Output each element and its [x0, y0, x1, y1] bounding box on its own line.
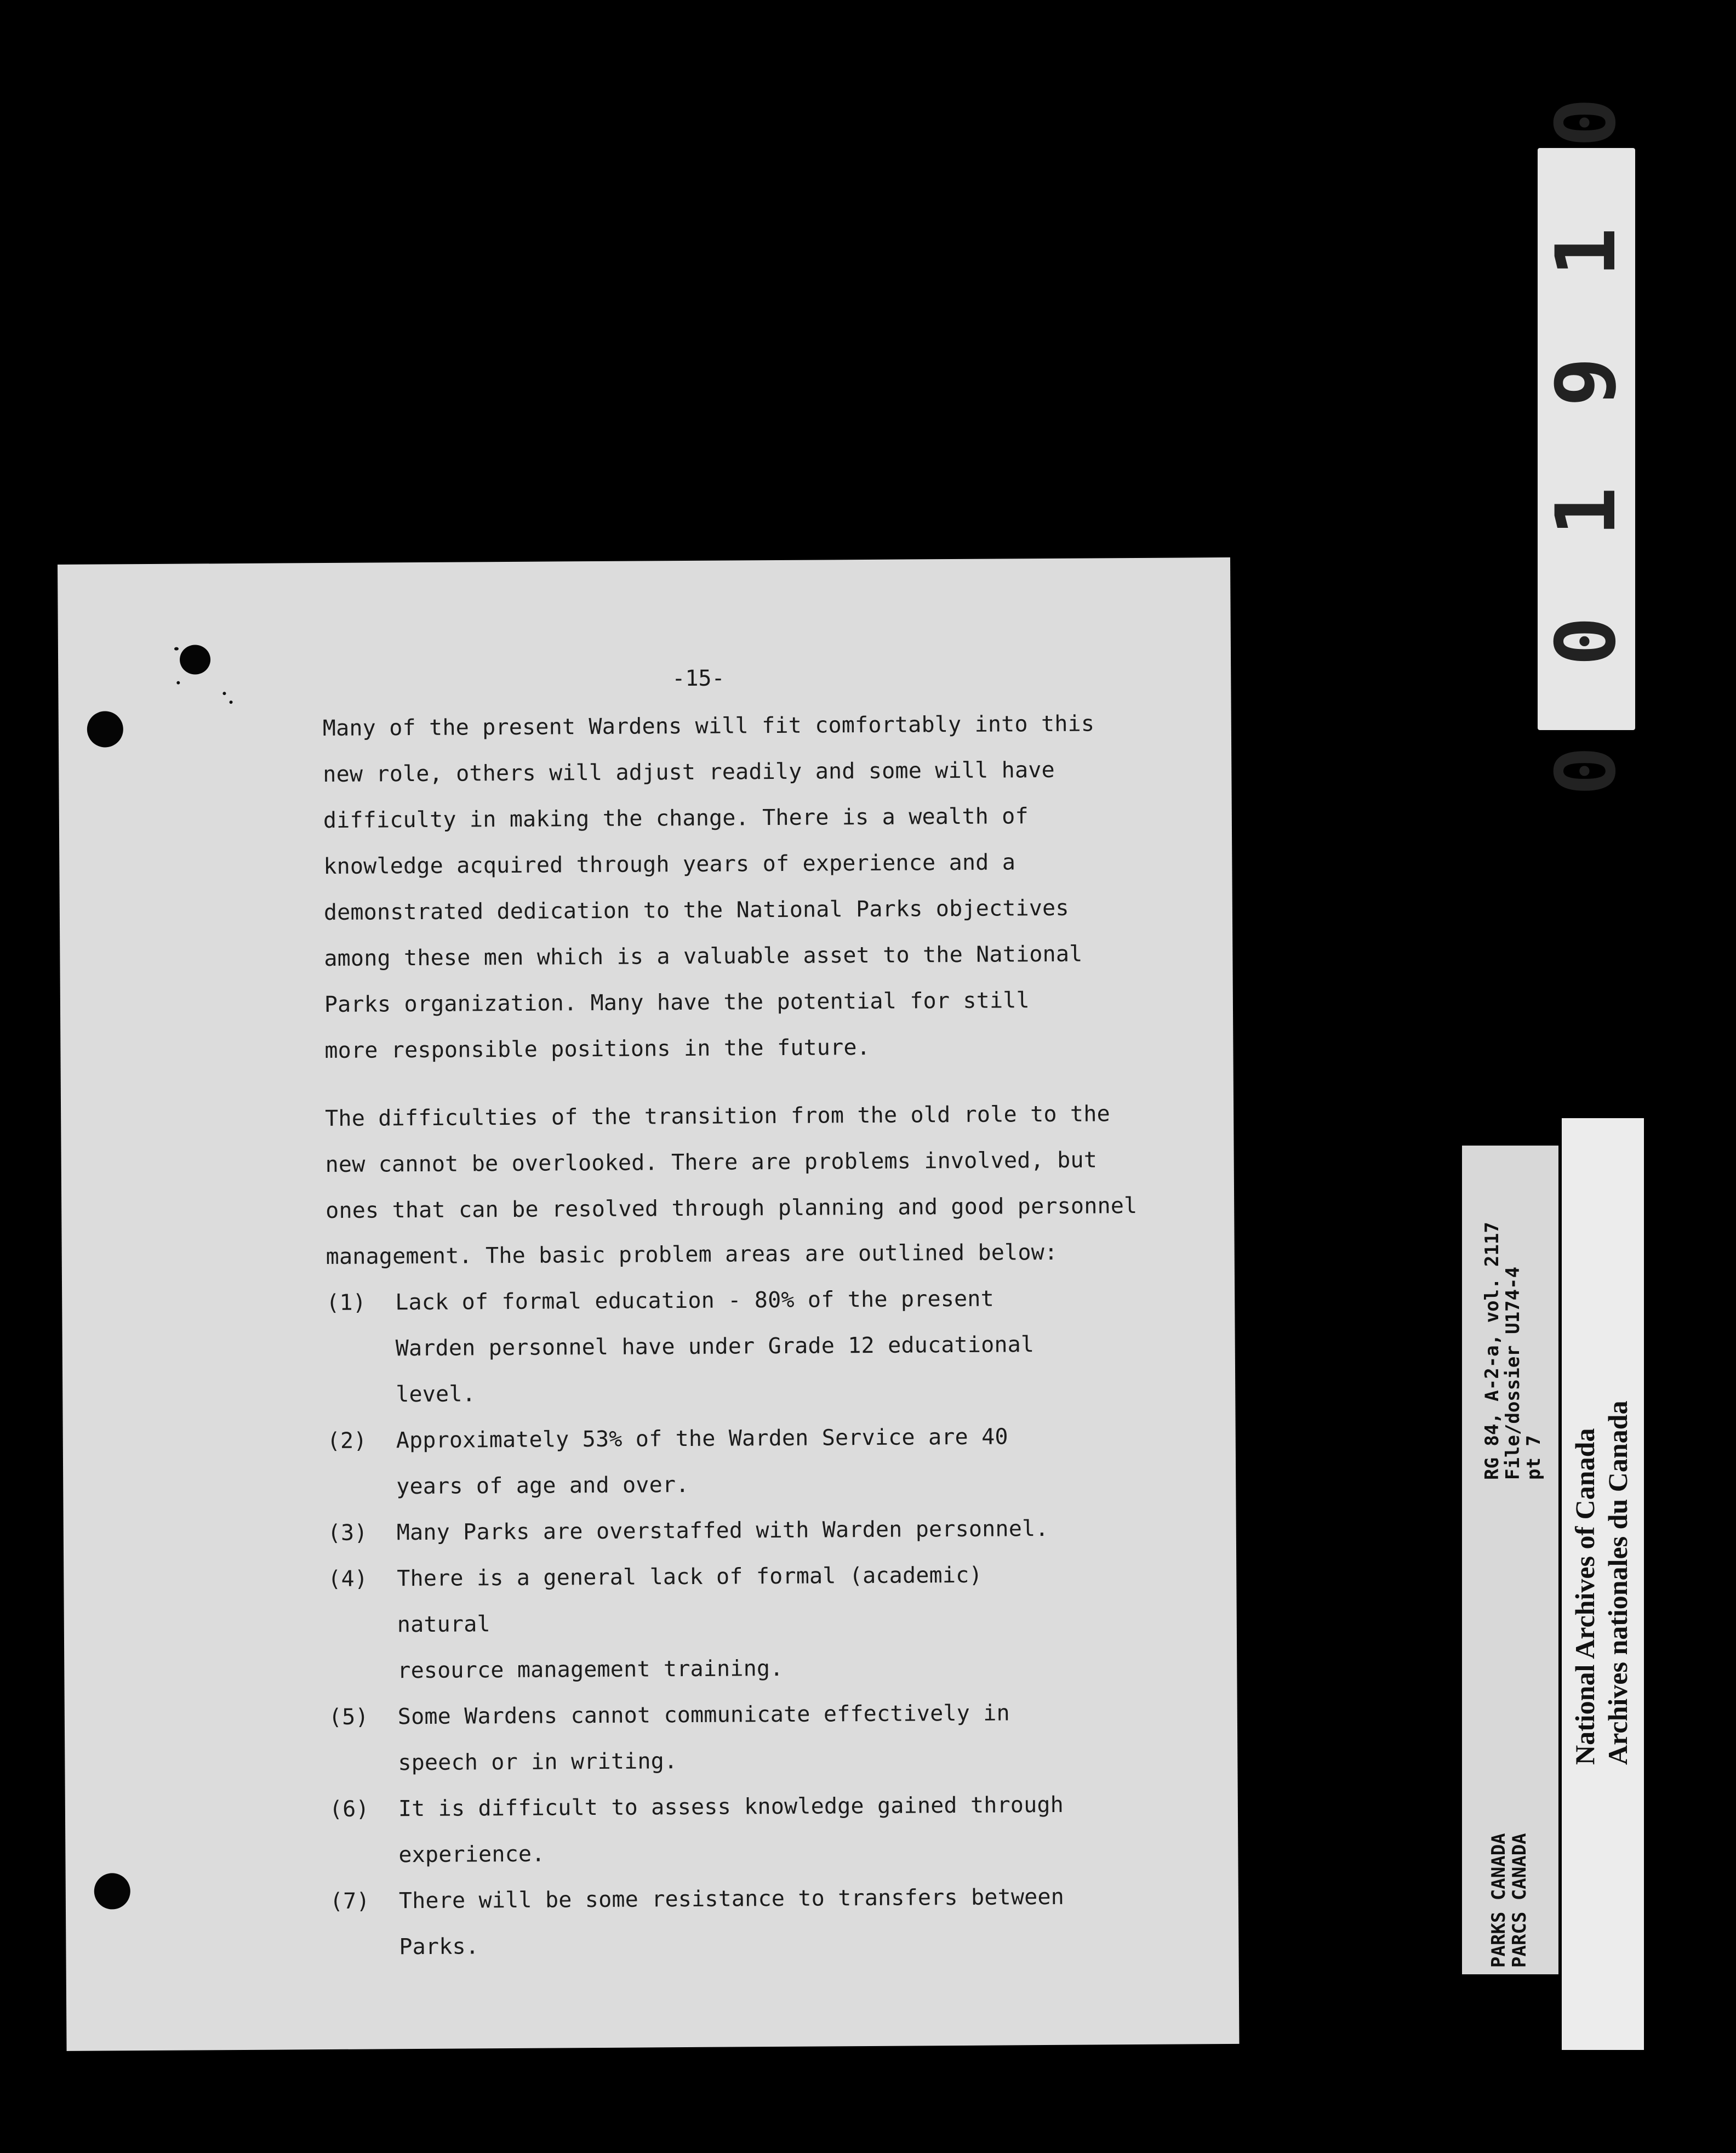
list-item-text: It is difficult to assess knowledge gained through experience. [398, 1792, 1064, 1868]
archives-line-english: National Archives of Canada [1569, 1428, 1600, 1765]
list-item [328, 1505, 1183, 1556]
ink-blot [180, 645, 210, 674]
list-item [329, 1689, 1184, 1786]
archive-reference-text [1482, 1222, 1544, 1480]
list-item-number: (5) [328, 1704, 369, 1730]
list-item-text: Some Wardens cannot communicate effectively in speech or in writing. [397, 1700, 1010, 1776]
list-item-text: There will be some resistance to transfers between Parks. [398, 1884, 1065, 1960]
archive-reference-label [1462, 1146, 1558, 1974]
archive-reference-line: RG 84, A-2-a, vol. 2117 [1481, 1222, 1503, 1480]
paper-speck [176, 681, 180, 685]
frame-number-label [1538, 82, 1635, 796]
punch-hole-bottom [94, 1873, 130, 1909]
frame-number: 0 0 1 9 1 0 [1539, 82, 1634, 796]
problem-list [326, 1275, 1185, 1971]
list-item [326, 1275, 1182, 1419]
page-number: -15- [672, 665, 725, 692]
list-item-number: (7) [329, 1888, 370, 1915]
list-item-text: There is a general lack of formal (academic) natural resource management training. [397, 1562, 983, 1684]
agency-line: PARKS CANADA [1488, 1833, 1510, 1968]
paper-speck [222, 692, 226, 695]
agency-line: PARCS CANADA [1509, 1833, 1531, 1968]
list-item [328, 1551, 1184, 1694]
agency-text [1488, 1833, 1530, 1968]
paragraph-intro: Many of the present Wardens will fit comfortably into this new role, others will adjust readily and some will have difficulty in making the change. There is a wealth of knowledge acquired through years of experience and a demonstrated dedication to the National Parks objectives among these men which is a valuable asset to the National Parks organization. Many have the potential for still more responsible positions in the future. [322, 711, 1095, 1064]
list-item-number: (4) [328, 1566, 368, 1592]
paragraph-difficulties: The difficulties of the transition from the old role to the new cannot be overlooked. There are problems involved, but ones that can be resolved through planning and good personnel management. The basic problem areas are outlined below: [325, 1101, 1138, 1270]
list-item-number: (3) [327, 1520, 368, 1546]
list-item-text: Lack of formal education - 80% of the present Warden personnel have under Grade 12 educational level. [395, 1286, 1035, 1408]
document-body [323, 700, 1185, 1970]
list-item [329, 1781, 1185, 1878]
list-item-number: (6) [329, 1796, 369, 1822]
list-item [327, 1412, 1183, 1510]
list-item-text: Approximately 53% of the Warden Service are 40 years of age and over. [396, 1424, 1008, 1500]
list-item [330, 1873, 1185, 1970]
punch-hole-top [87, 711, 123, 747]
archive-reference-line: pt 7 [1523, 1435, 1545, 1480]
paper-speck [230, 700, 233, 704]
archives-line-french: Archives nationales du Canada [1602, 1400, 1633, 1765]
list-item-text: Many Parks are overstaffed with Warden personnel. [396, 1516, 1049, 1546]
archive-reference-line: File/dossier U174-4 [1502, 1267, 1524, 1480]
document-page [58, 557, 1240, 2051]
paper-speck [174, 647, 179, 651]
national-archives-text [1568, 1401, 1634, 1765]
list-item-number: (1) [326, 1290, 367, 1316]
list-item-number: (2) [327, 1428, 367, 1454]
national-archives-label [1562, 1118, 1644, 2050]
